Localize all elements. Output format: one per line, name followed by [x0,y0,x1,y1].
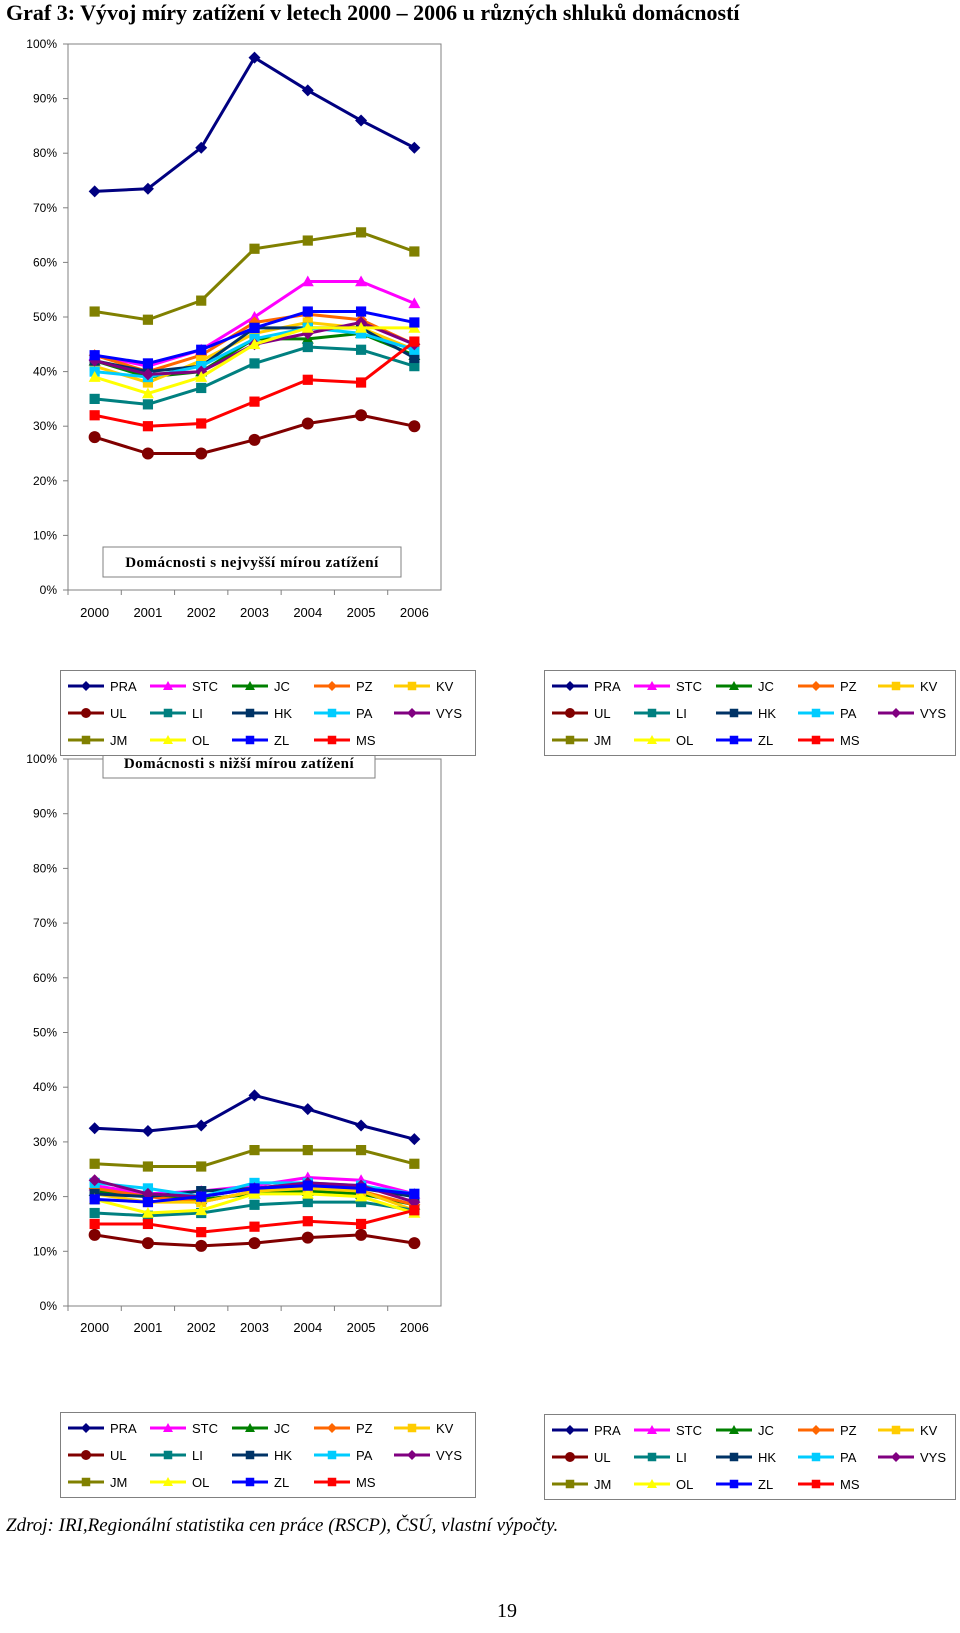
x-tick-label: 2001 [133,1320,163,1335]
legend-label-zl: ZL [758,1477,774,1492]
legend-label-pz: PZ [840,679,857,694]
legend-label-ol: OL [676,1477,694,1492]
legend-marker-ul [81,708,91,718]
y-tick-label: 30% [32,419,57,434]
legend-label-vys: VYS [436,1448,463,1463]
legend-marker-ul [81,1450,91,1460]
data-point-zl [303,1181,313,1191]
y-tick-label: 0% [39,1299,57,1313]
y-tick-label: 70% [32,200,57,215]
x-tick-label: 2003 [240,605,269,620]
y-tick-label: 10% [32,528,57,543]
legend-label-stc: STC [192,1421,218,1436]
legend-label-pa: PA [840,1450,857,1465]
y-tick-label: 100% [26,752,57,766]
y-tick-label: 90% [32,91,57,106]
legend-label-li: LI [192,1448,203,1463]
data-point-jm [90,1159,100,1169]
legend-marker-jm [82,736,91,745]
legend-label-stc: STC [676,679,702,694]
legend-label-pz: PZ [840,1423,857,1438]
chart-title: Domácnosti s nižší mírou zatížení [123,756,355,772]
data-point-ul [355,1229,367,1241]
legend-marker-pa [812,1453,821,1462]
y-tick-label: 90% [32,806,57,821]
legend-label-kv: KV [436,679,454,694]
legend-label-ul: UL [110,706,127,721]
legend-marker-zl [246,1478,255,1487]
legend-label-kv: KV [920,679,938,694]
legend-label-li: LI [676,1450,687,1465]
legend-label-zl: ZL [274,733,290,748]
chart-title: Domácnosti s nejvyšší mírou zatížení [125,555,379,571]
data-point-ul [302,1232,314,1244]
legend-label-zl: ZL [274,1475,290,1490]
legend-label-hk: HK [758,1450,777,1465]
legend-label-ul: UL [594,1450,611,1465]
legend-label-hk: HK [274,1448,293,1463]
x-tick-label: 2005 [346,605,376,620]
x-tick-label: 2004 [293,605,323,620]
legend-marker-ms [328,1478,337,1487]
data-point-zl [143,1197,153,1207]
legend-label-jm: JM [594,733,612,748]
legend-nejvyssi [60,670,476,756]
data-point-jm [249,1145,259,1155]
legend-marker-kv [408,1424,417,1433]
legend-marker-jm [82,1478,91,1487]
x-tick-label: 2000 [80,1320,110,1335]
x-tick-label: 2006 [399,605,429,620]
data-point-ul [89,1229,101,1241]
page-number: 19 [497,1600,517,1622]
legend-label-hk: HK [758,706,777,721]
y-tick-label: 50% [32,310,57,324]
legend-label-ms: MS [840,1477,860,1492]
y-tick-label: 50% [32,1025,57,1040]
legend-label-vys: VYS [920,706,947,721]
y-tick-label: 100% [26,37,57,51]
legend-label-ol: OL [192,733,210,748]
legend-label-pra: PRA [110,679,137,694]
legend-marker-li [648,1453,657,1462]
source-note: Zdroj: IRI,Regionální statistika cen práce (RSCP), ČSÚ, vlastní výpočty. [6,1515,559,1536]
data-point-jm [143,1161,153,1171]
legend-label-kv: KV [436,1421,454,1436]
data-point-ul [408,1237,420,1249]
legend-marker-hk [246,1451,255,1460]
legend-label-ms: MS [356,1475,376,1490]
legend-label-jc: JC [274,679,290,694]
legend-label-jm: JM [110,733,128,748]
y-tick-label: 60% [32,255,57,270]
legend-label-pa: PA [840,706,857,721]
data-point-zl [356,1183,366,1193]
data-point-zl [249,1183,259,1193]
legend-marker-kv [892,1426,901,1435]
y-tick-label: 40% [32,364,57,379]
legend-label-pa: PA [356,1448,373,1463]
data-point-jm [196,1161,206,1171]
legend-marker-ul [565,708,575,718]
page-title: Graf 3: Vývoj míry zatížení v letech 2000 – 2006 u různých shluků domácností [6,0,740,25]
x-tick-label: 2002 [186,1320,216,1335]
legend-label-pra: PRA [110,1421,137,1436]
data-point-ms [249,1222,259,1232]
data-point-ms [409,1205,419,1215]
legend-label-pra: PRA [594,1423,621,1438]
data-point-jm [356,1145,366,1155]
y-tick-label: 20% [32,473,57,488]
y-tick-label: 70% [32,916,57,931]
data-point-ms [196,1227,206,1237]
y-tick-label: 20% [32,1189,57,1204]
x-tick-label: 2001 [133,605,163,620]
legend-marker-pa [328,709,337,718]
legend-label-jc: JC [274,1421,290,1436]
legend-label-vys: VYS [920,1450,947,1465]
legend-marker-ms [812,736,821,745]
legend-marker-zl [730,1480,739,1489]
data-point-zl [90,1194,100,1204]
legend-label-pz: PZ [356,679,373,694]
legend-marker-jm [566,1480,575,1489]
legend-label-stc: STC [192,679,218,694]
x-tick-label: 2000 [80,605,110,620]
data-point-ul [142,1237,154,1249]
legend-label-jc: JC [758,679,774,694]
legend-label-hk: HK [274,706,293,721]
legend-label-li: LI [192,706,203,721]
x-tick-label: 2004 [293,1320,323,1335]
y-tick-label: 0% [39,583,57,597]
legend-marker-hk [730,1453,739,1462]
data-point-zl [196,1192,206,1202]
legend-label-kv: KV [920,1423,938,1438]
legend-label-ol: OL [192,1475,210,1490]
legend-marker-li [164,1451,173,1460]
legend-label-vys: VYS [436,706,463,721]
legend-marker-zl [730,736,739,745]
legend-label-jm: JM [594,1477,612,1492]
legend-marker-pa [812,709,821,718]
legend-label-jc: JC [758,1423,774,1438]
legend-marker-zl [246,736,255,745]
legend-label-jm: JM [110,1475,128,1490]
legend-marker-kv [408,682,417,691]
data-point-zl [409,1189,419,1199]
legend-label-stc: STC [676,1423,702,1438]
data-point-ms [143,1219,153,1229]
legend-nejnizsi [544,1414,956,1500]
data-point-ul [249,1237,261,1249]
data-point-ul [195,1240,207,1252]
legend-vyssi [544,670,956,756]
legend-label-zl: ZL [758,733,774,748]
legend-label-ol: OL [676,733,694,748]
data-point-jm [409,1159,419,1169]
y-tick-label: 40% [32,1080,57,1095]
data-point-li [249,1200,259,1210]
legend-marker-ms [812,1480,821,1489]
legend-label-li: LI [676,706,687,721]
legend-marker-li [648,709,657,718]
legend-marker-ms [328,736,337,745]
legend-marker-li [164,709,173,718]
legend-label-pa: PA [356,706,373,721]
x-tick-label: 2005 [346,1320,376,1335]
legend-label-ul: UL [594,706,611,721]
legend-label-ms: MS [840,733,860,748]
y-tick-label: 10% [32,1244,57,1259]
legend-marker-ul [565,1452,575,1462]
legend-marker-jm [566,736,575,745]
legend-label-ms: MS [356,733,376,748]
data-point-jm [303,1145,313,1155]
legend-label-ul: UL [110,1448,127,1463]
data-point-ms [356,1219,366,1229]
legend-marker-kv [892,682,901,691]
legend-label-pra: PRA [594,679,621,694]
x-tick-label: 2006 [399,1320,429,1335]
legend-nizsi [60,1412,476,1498]
y-tick-label: 60% [32,970,57,985]
y-tick-label: 80% [32,861,57,876]
legend-marker-hk [730,709,739,718]
data-point-ms [303,1216,313,1226]
legend-marker-hk [246,709,255,718]
legend-label-pz: PZ [356,1421,373,1436]
legend-marker-pa [328,1451,337,1460]
x-tick-label: 2002 [186,605,216,620]
data-point-li [90,1208,100,1218]
y-tick-label: 80% [32,146,57,161]
x-tick-label: 2003 [240,1320,269,1335]
y-tick-label: 30% [32,1134,57,1149]
data-point-ms [90,1219,100,1229]
